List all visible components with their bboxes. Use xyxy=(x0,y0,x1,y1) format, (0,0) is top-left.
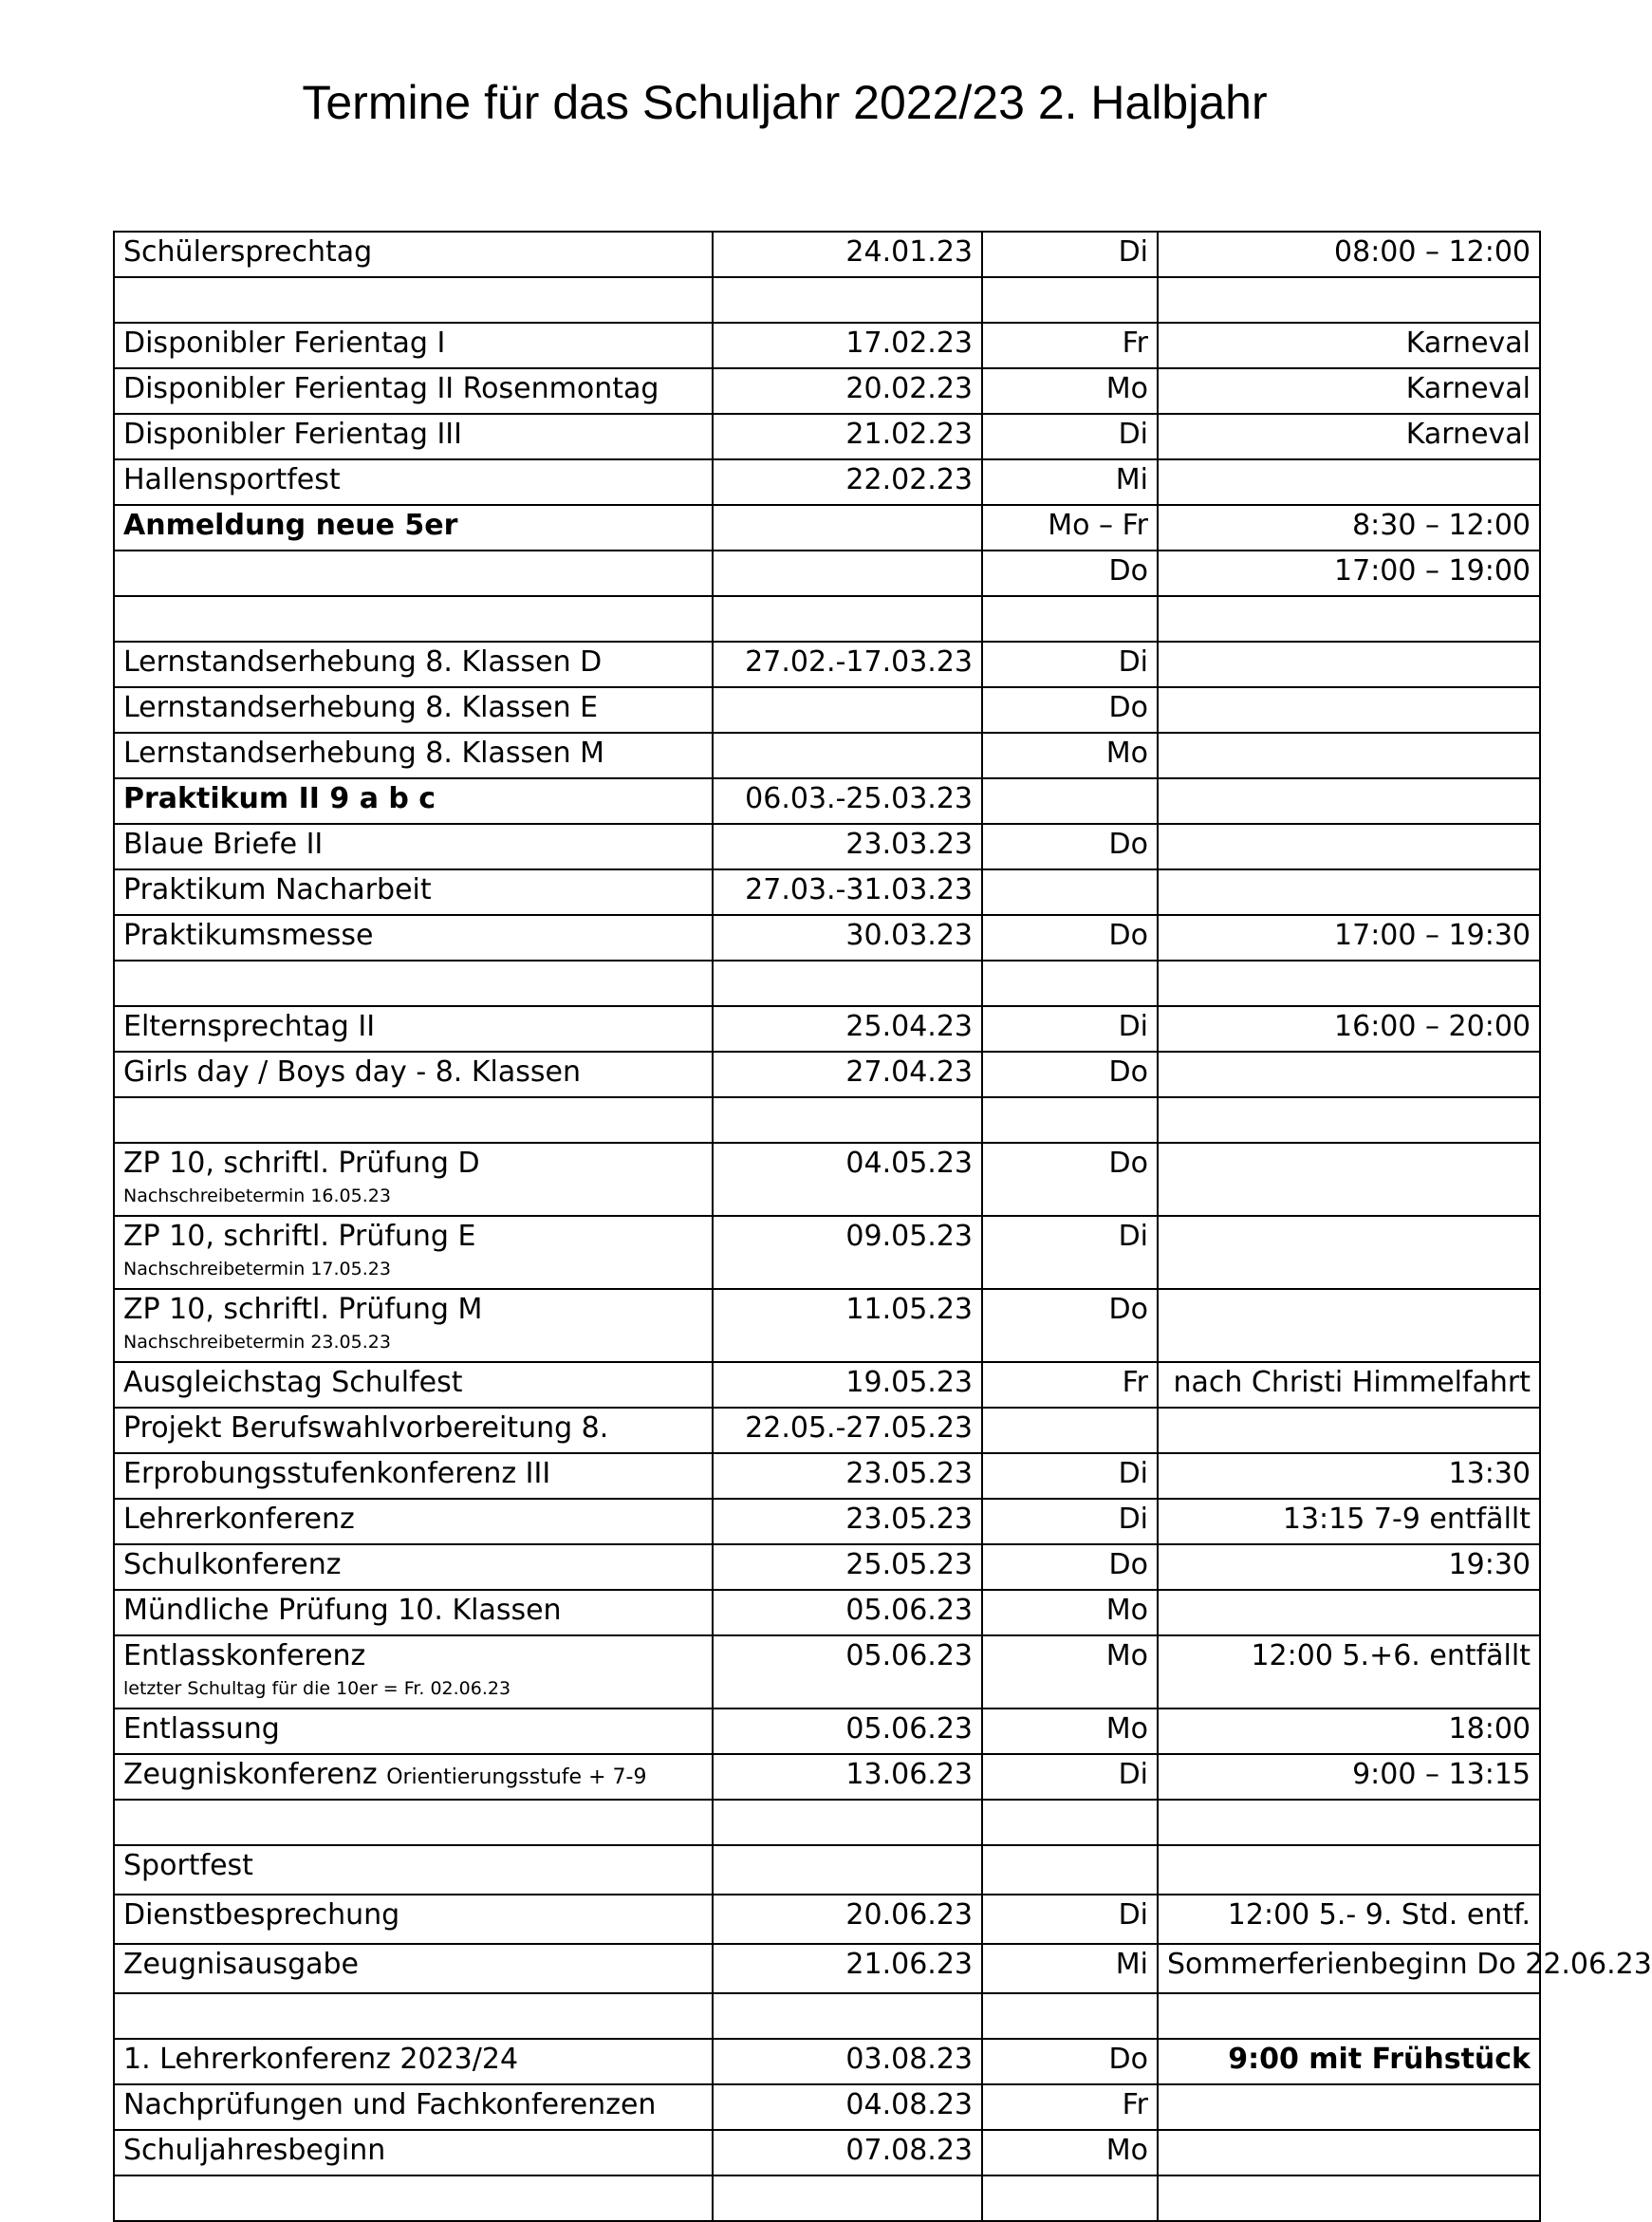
date-cell xyxy=(713,1800,982,1845)
table-row xyxy=(114,2175,1540,2221)
date-cell: 22.02.23 xyxy=(713,459,982,505)
event-cell: Lernstandserhebung 8. Klassen D xyxy=(114,642,713,687)
table-row xyxy=(114,1754,1540,1800)
table-row xyxy=(114,778,1540,824)
info-cell: 17:00 – 19:30 xyxy=(1158,915,1540,961)
table-row xyxy=(114,1544,1540,1590)
table-row xyxy=(114,1845,1540,1895)
info-cell xyxy=(1158,2130,1540,2175)
table-row xyxy=(114,1453,1540,1499)
event-cell: Zeugnisausgabe xyxy=(114,1944,713,1993)
event-cell: Schuljahresbeginn xyxy=(114,2130,713,2175)
day-cell: Di xyxy=(982,414,1158,459)
day-cell xyxy=(982,596,1158,642)
event-cell: Praktikum Nacharbeit xyxy=(114,869,713,915)
event-cell: Sportfest xyxy=(114,1845,713,1895)
info-cell xyxy=(1158,1408,1540,1453)
event-cell xyxy=(114,1635,713,1709)
table-row xyxy=(114,642,1540,687)
day-cell xyxy=(982,1993,1158,2039)
event-cell: Praktikum II 9 a b c xyxy=(114,778,713,824)
table-row xyxy=(114,1216,1540,1289)
date-cell: 25.05.23 xyxy=(713,1544,982,1590)
date-cell xyxy=(713,505,982,551)
event-cell: Schulkonferenz xyxy=(114,1544,713,1590)
day-cell xyxy=(982,1800,1158,1845)
date-cell: 13.06.23 xyxy=(713,1754,982,1800)
day-cell: Mo xyxy=(982,1590,1158,1635)
day-cell: Di xyxy=(982,232,1158,277)
date-cell: 23.05.23 xyxy=(713,1453,982,1499)
info-cell: Sommerferienbeginn Do 22.06.23 xyxy=(1158,1944,1540,1993)
table-row xyxy=(114,1052,1540,1097)
info-cell xyxy=(1158,2175,1540,2221)
date-cell: 25.04.23 xyxy=(713,1006,982,1052)
date-cell xyxy=(713,1845,982,1895)
date-cell xyxy=(713,687,982,733)
date-cell xyxy=(713,733,982,778)
info-cell xyxy=(1158,869,1540,915)
event-title: ZP 10, schriftl. Prüfung M xyxy=(123,1293,483,1326)
info-cell: 13:15 7-9 entfällt xyxy=(1158,1499,1540,1544)
info-cell xyxy=(1158,687,1540,733)
event-cell: Girls day / Boys day - 8. Klassen xyxy=(114,1052,713,1097)
day-cell: Do xyxy=(982,824,1158,869)
event-inline-note: Orientierungsstufe + 7-9 xyxy=(386,1765,647,1789)
date-cell: 23.05.23 xyxy=(713,1499,982,1544)
day-cell: Do xyxy=(982,2039,1158,2084)
day-cell: Do xyxy=(982,915,1158,961)
day-cell xyxy=(982,1408,1158,1453)
date-cell: 19.05.23 xyxy=(713,1362,982,1408)
info-cell: 12:00 5.+6. entfällt xyxy=(1158,1635,1540,1709)
event-cell: Blaue Briefe II xyxy=(114,824,713,869)
day-cell: Fr xyxy=(982,1362,1158,1408)
date-cell xyxy=(713,961,982,1006)
info-cell xyxy=(1158,1590,1540,1635)
table-row xyxy=(114,2084,1540,2130)
table-row xyxy=(114,1097,1540,1143)
event-title: Entlasskonferenz xyxy=(123,1639,366,1672)
day-cell xyxy=(982,2175,1158,2221)
event-title: ZP 10, schriftl. Prüfung E xyxy=(123,1220,476,1253)
table-row xyxy=(114,414,1540,459)
info-cell xyxy=(1158,1289,1540,1362)
event-cell xyxy=(114,1754,713,1800)
table-row xyxy=(114,596,1540,642)
table-row xyxy=(114,1895,1540,1944)
event-cell: Hallensportfest xyxy=(114,459,713,505)
date-cell: 20.06.23 xyxy=(713,1895,982,1944)
event-cell: Schülersprechtag xyxy=(114,232,713,277)
date-cell xyxy=(713,551,982,596)
table-row xyxy=(114,2130,1540,2175)
table-row xyxy=(114,1800,1540,1845)
info-cell: 17:00 – 19:00 xyxy=(1158,551,1540,596)
date-cell: 27.03.-31.03.23 xyxy=(713,869,982,915)
event-cell: Lehrerkonferenz xyxy=(114,1499,713,1544)
day-cell: Fr xyxy=(982,2084,1158,2130)
info-cell xyxy=(1158,1143,1540,1216)
info-cell: Karneval xyxy=(1158,368,1540,414)
table-row xyxy=(114,232,1540,277)
date-cell: 04.05.23 xyxy=(713,1143,982,1216)
table-row xyxy=(114,1143,1540,1216)
table-row xyxy=(114,1362,1540,1408)
event-cell xyxy=(114,1143,713,1216)
day-cell: Do xyxy=(982,551,1158,596)
date-cell: 05.06.23 xyxy=(713,1635,982,1709)
date-cell: 21.06.23 xyxy=(713,1944,982,1993)
event-cell xyxy=(114,1216,713,1289)
info-cell xyxy=(1158,596,1540,642)
date-cell: 21.02.23 xyxy=(713,414,982,459)
date-cell: 22.05.-27.05.23 xyxy=(713,1408,982,1453)
event-cell: Erprobungsstufenkonferenz III xyxy=(114,1453,713,1499)
day-cell: Mo xyxy=(982,2130,1158,2175)
event-cell: Praktikumsmesse xyxy=(114,915,713,961)
day-cell: Mo xyxy=(982,1709,1158,1754)
table-row xyxy=(114,1993,1540,2039)
table-row xyxy=(114,1499,1540,1544)
table-row xyxy=(114,1709,1540,1754)
date-cell: 27.04.23 xyxy=(713,1052,982,1097)
event-cell: 1. Lehrerkonferenz 2023/24 xyxy=(114,2039,713,2084)
info-cell: 16:00 – 20:00 xyxy=(1158,1006,1540,1052)
event-subnote: Nachschreibetermin 17.05.23 xyxy=(123,1259,391,1279)
info-cell: 18:00 xyxy=(1158,1709,1540,1754)
day-cell: Mi xyxy=(982,1944,1158,1993)
date-cell xyxy=(713,596,982,642)
date-cell: 24.01.23 xyxy=(713,232,982,277)
date-cell xyxy=(713,277,982,323)
table-row xyxy=(114,1006,1540,1052)
date-cell: 04.08.23 xyxy=(713,2084,982,2130)
table-row xyxy=(114,733,1540,778)
day-cell xyxy=(982,778,1158,824)
day-cell: Mo xyxy=(982,368,1158,414)
event-cell: Mündliche Prüfung 10. Klassen xyxy=(114,1590,713,1635)
date-cell: 27.02.-17.03.23 xyxy=(713,642,982,687)
date-cell: 03.08.23 xyxy=(713,2039,982,2084)
date-cell xyxy=(713,2175,982,2221)
day-cell: Mo – Fr xyxy=(982,505,1158,551)
day-cell: Di xyxy=(982,1006,1158,1052)
date-cell xyxy=(713,1097,982,1143)
info-cell xyxy=(1158,1800,1540,1845)
event-title: Zeugniskonferenz xyxy=(123,1758,378,1791)
date-cell: 06.03.-25.03.23 xyxy=(713,778,982,824)
event-cell: Disponibler Ferientag III xyxy=(114,414,713,459)
info-cell xyxy=(1158,459,1540,505)
event-subnote: Nachschreibetermin 23.05.23 xyxy=(123,1332,391,1353)
table-row xyxy=(114,915,1540,961)
info-cell: Karneval xyxy=(1158,323,1540,368)
event-cell: Lernstandserhebung 8. Klassen E xyxy=(114,687,713,733)
info-cell xyxy=(1158,733,1540,778)
day-cell: Mo xyxy=(982,733,1158,778)
event-cell: Lernstandserhebung 8. Klassen M xyxy=(114,733,713,778)
schedule-table xyxy=(113,231,1652,2222)
date-cell: 23.03.23 xyxy=(713,824,982,869)
info-cell xyxy=(1158,277,1540,323)
event-cell: Projekt Berufswahlvorbereitung 8. xyxy=(114,1408,713,1453)
info-cell xyxy=(1158,642,1540,687)
event-subnote: letzter Schultag für die 10er = Fr. 02.06.23 xyxy=(123,1678,511,1699)
info-cell: 9:00 – 13:15 xyxy=(1158,1754,1540,1800)
event-cell xyxy=(114,551,713,596)
info-cell xyxy=(1158,778,1540,824)
table-row xyxy=(114,1289,1540,1362)
table-row xyxy=(114,687,1540,733)
day-cell: Di xyxy=(982,1499,1158,1544)
info-cell: 19:30 xyxy=(1158,1544,1540,1590)
info-cell xyxy=(1158,2084,1540,2130)
date-cell: 17.02.23 xyxy=(713,323,982,368)
info-cell: 9:00 mit Frühstück xyxy=(1158,2039,1540,2084)
event-cell xyxy=(114,277,713,323)
table-row xyxy=(114,1635,1540,1709)
event-cell xyxy=(114,2175,713,2221)
date-cell: 05.06.23 xyxy=(713,1590,982,1635)
info-cell: 12:00 5.- 9. Std. entf. xyxy=(1158,1895,1540,1944)
event-title: ZP 10, schriftl. Prüfung D xyxy=(123,1147,480,1180)
table-row xyxy=(114,869,1540,915)
day-cell xyxy=(982,869,1158,915)
table-row xyxy=(114,1944,1540,1993)
day-cell xyxy=(982,1845,1158,1895)
day-cell: Do xyxy=(982,1143,1158,1216)
day-cell xyxy=(982,1097,1158,1143)
info-cell xyxy=(1158,1993,1540,2039)
date-cell xyxy=(713,1993,982,2039)
day-cell: Do xyxy=(982,1544,1158,1590)
info-cell xyxy=(1158,824,1540,869)
day-cell xyxy=(982,277,1158,323)
day-cell: Mi xyxy=(982,459,1158,505)
info-cell xyxy=(1158,1097,1540,1143)
info-cell: Karneval xyxy=(1158,414,1540,459)
date-cell: 07.08.23 xyxy=(713,2130,982,2175)
date-cell: 20.02.23 xyxy=(713,368,982,414)
table-row xyxy=(114,551,1540,596)
event-cell: Disponibler Ferientag II Rosenmontag xyxy=(114,368,713,414)
info-cell: nach Christi Himmelfahrt xyxy=(1158,1362,1540,1408)
event-subnote: Nachschreibetermin 16.05.23 xyxy=(123,1186,391,1206)
table-row xyxy=(114,824,1540,869)
table-row xyxy=(114,505,1540,551)
event-cell xyxy=(114,1289,713,1362)
day-cell: Do xyxy=(982,687,1158,733)
event-cell: Elternsprechtag II xyxy=(114,1006,713,1052)
table-row xyxy=(114,2039,1540,2084)
info-cell xyxy=(1158,1052,1540,1097)
table-row xyxy=(114,961,1540,1006)
event-cell xyxy=(114,596,713,642)
event-cell xyxy=(114,1097,713,1143)
event-cell xyxy=(114,961,713,1006)
info-cell xyxy=(1158,961,1540,1006)
day-cell: Do xyxy=(982,1289,1158,1362)
event-cell: Nachprüfungen und Fachkonferenzen xyxy=(114,2084,713,2130)
info-cell xyxy=(1158,1845,1540,1895)
day-cell: Di xyxy=(982,1453,1158,1499)
info-cell: 08:00 – 12:00 xyxy=(1158,232,1540,277)
table-row xyxy=(114,459,1540,505)
day-cell: Do xyxy=(982,1052,1158,1097)
table-row xyxy=(114,277,1540,323)
date-cell: 09.05.23 xyxy=(713,1216,982,1289)
table-row xyxy=(114,368,1540,414)
event-cell xyxy=(114,1800,713,1845)
day-cell: Fr xyxy=(982,323,1158,368)
info-cell: 13:30 xyxy=(1158,1453,1540,1499)
day-cell: Mo xyxy=(982,1635,1158,1709)
day-cell: Di xyxy=(982,1216,1158,1289)
table-row xyxy=(114,323,1540,368)
event-cell: Anmeldung neue 5er xyxy=(114,505,713,551)
day-cell xyxy=(982,961,1158,1006)
date-cell: 11.05.23 xyxy=(713,1289,982,1362)
date-cell: 05.06.23 xyxy=(713,1709,982,1754)
table-row xyxy=(114,1590,1540,1635)
event-cell: Disponibler Ferientag I xyxy=(114,323,713,368)
day-cell: Di xyxy=(982,1895,1158,1944)
table-row xyxy=(114,1408,1540,1453)
event-cell: Ausgleichstag Schulfest xyxy=(114,1362,713,1408)
page-title: Termine für das Schuljahr 2022/23 2. Halbjahr xyxy=(302,76,1268,129)
info-cell xyxy=(1158,1216,1540,1289)
day-cell: Di xyxy=(982,642,1158,687)
day-cell: Di xyxy=(982,1754,1158,1800)
event-cell xyxy=(114,1993,713,2039)
event-cell: Dienstbesprechung xyxy=(114,1895,713,1944)
info-cell: 8:30 – 12:00 xyxy=(1158,505,1540,551)
date-cell: 30.03.23 xyxy=(713,915,982,961)
event-cell: Entlassung xyxy=(114,1709,713,1754)
